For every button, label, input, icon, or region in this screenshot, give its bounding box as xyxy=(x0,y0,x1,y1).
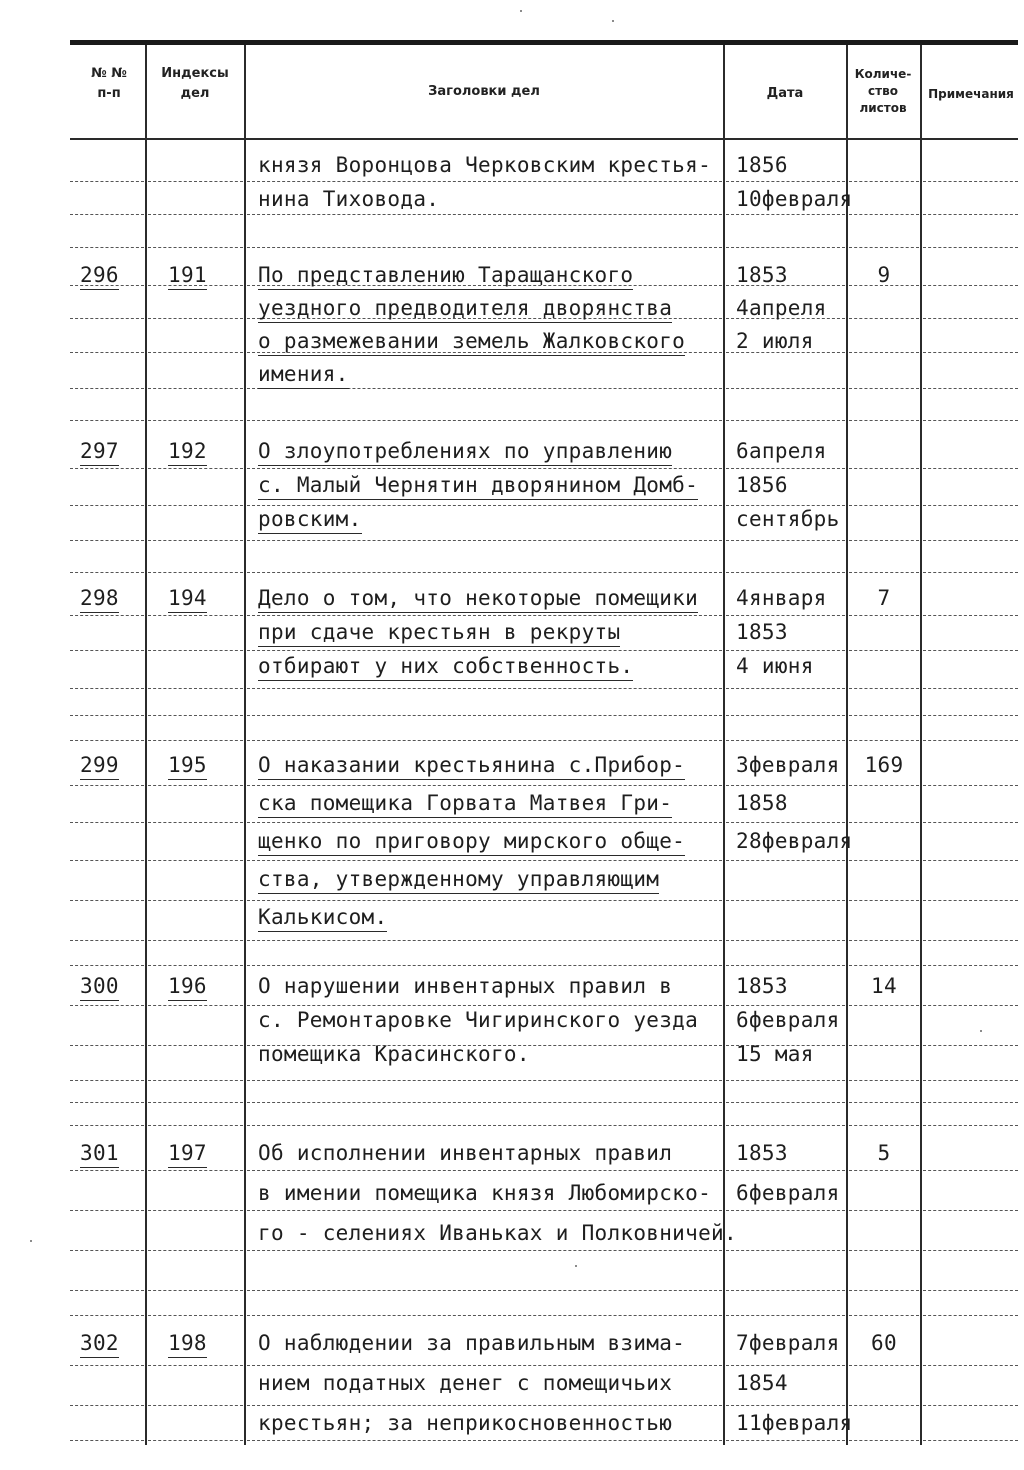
entry-number: 300 xyxy=(80,973,119,1001)
entry-date: 7февраля xyxy=(736,1331,840,1355)
entry-index: 196 xyxy=(168,973,207,1001)
row-rule xyxy=(849,388,919,389)
row-rule xyxy=(247,860,722,861)
row-rule xyxy=(70,715,144,716)
column-divider xyxy=(244,45,246,1445)
entry-date: 1853 xyxy=(736,1141,788,1165)
row-rule xyxy=(148,715,243,716)
row-rule xyxy=(923,1102,1018,1103)
row-rule xyxy=(849,181,919,182)
row-rule xyxy=(247,740,722,741)
scan-speck xyxy=(30,1240,32,1242)
entry-index: 198 xyxy=(168,1330,207,1358)
row-rule xyxy=(849,822,919,823)
row-rule xyxy=(148,214,243,215)
entry-title-line: нием податных денег с помещичьих xyxy=(258,1371,673,1395)
row-rule xyxy=(923,715,1018,716)
row-rule xyxy=(148,940,243,941)
row-rule xyxy=(148,688,243,689)
entry-date: 4апреля xyxy=(736,296,827,320)
row-rule xyxy=(148,1102,243,1103)
entry-date: 4января xyxy=(736,586,827,610)
row-rule xyxy=(247,965,722,966)
entry-sheet-count: 169 xyxy=(864,753,904,777)
row-rule xyxy=(247,615,722,616)
row-rule xyxy=(726,1365,845,1366)
row-rule xyxy=(726,1102,845,1103)
row-rule xyxy=(148,181,243,182)
row-rule xyxy=(247,1125,722,1126)
entry-title-line: отбирают у них собственность. xyxy=(258,653,633,681)
row-rule xyxy=(247,900,722,901)
row-rule xyxy=(849,860,919,861)
row-rule xyxy=(247,1170,722,1171)
row-rule xyxy=(923,1290,1018,1291)
row-rule xyxy=(70,318,144,319)
row-rule xyxy=(148,505,243,506)
entry-date: 6февраля xyxy=(736,1181,840,1205)
row-rule xyxy=(726,860,845,861)
row-rule xyxy=(148,1125,243,1126)
row-rule xyxy=(726,688,845,689)
row-rule xyxy=(247,181,722,182)
entry-title-line: о размежевании земель Жалковского xyxy=(258,328,685,356)
row-rule xyxy=(70,1250,144,1251)
entry-index: 197 xyxy=(168,1140,207,1168)
row-rule xyxy=(70,1080,144,1081)
row-rule xyxy=(70,1365,144,1366)
row-rule xyxy=(849,540,919,541)
row-rule xyxy=(849,572,919,573)
row-rule xyxy=(923,181,1018,182)
row-rule xyxy=(247,420,722,421)
row-rule xyxy=(849,1290,919,1291)
row-rule xyxy=(849,615,919,616)
row-rule xyxy=(70,688,144,689)
row-rule xyxy=(923,940,1018,941)
row-rule xyxy=(923,1045,1018,1046)
row-rule xyxy=(923,615,1018,616)
scan-speck xyxy=(980,1030,982,1032)
entry-index: 191 xyxy=(168,262,207,290)
entry-date: 4 июня xyxy=(736,654,814,678)
header-rule xyxy=(70,138,1018,140)
entry-number: 296 xyxy=(80,262,119,290)
entry-index: 194 xyxy=(168,585,207,613)
row-rule xyxy=(70,1440,144,1441)
row-rule xyxy=(148,740,243,741)
row-rule xyxy=(726,900,845,901)
row-rule xyxy=(923,688,1018,689)
row-rule xyxy=(923,285,1018,286)
entry-date: 1854 xyxy=(736,1371,788,1395)
row-rule xyxy=(726,822,845,823)
entry-date: 28февраля xyxy=(736,829,853,853)
row-rule xyxy=(923,1005,1018,1006)
row-rule xyxy=(726,572,845,573)
row-rule xyxy=(148,822,243,823)
row-rule xyxy=(70,505,144,506)
entry-title-line: с. Ремонтаровке Чигиринского уезда xyxy=(258,1008,699,1032)
entry-title-line: О нарушении инвентарных правил в xyxy=(258,974,673,998)
row-rule xyxy=(726,1440,845,1441)
row-rule xyxy=(70,1405,144,1406)
row-rule xyxy=(70,352,144,353)
entry-title-line: го - селениях Иванькаx и Полковничей. xyxy=(258,1221,737,1245)
entry-title-line: имения. xyxy=(258,361,349,389)
entry-title-line: ства, утвержденному управляющим xyxy=(258,866,659,894)
entry-sheet-count: 60 xyxy=(871,1331,897,1355)
entry-title-line: нина Тиховода. xyxy=(258,187,440,211)
row-rule xyxy=(849,965,919,966)
row-rule xyxy=(726,965,845,966)
row-rule xyxy=(923,540,1018,541)
row-rule xyxy=(247,1250,722,1251)
entry-title-line: в имении помещика князя Любомирско- xyxy=(258,1181,712,1205)
row-rule xyxy=(247,1365,722,1366)
row-rule xyxy=(849,318,919,319)
row-rule xyxy=(148,1290,243,1291)
entry-date: 6апреля xyxy=(736,439,827,463)
row-rule xyxy=(70,1170,144,1171)
row-rule xyxy=(726,420,845,421)
row-rule xyxy=(849,740,919,741)
row-rule xyxy=(148,318,243,319)
row-rule xyxy=(726,1315,845,1316)
row-rule xyxy=(849,1125,919,1126)
row-rule xyxy=(923,352,1018,353)
entry-sheet-count: 14 xyxy=(871,974,897,998)
row-rule xyxy=(849,715,919,716)
row-rule xyxy=(70,468,144,469)
row-rule xyxy=(247,468,722,469)
entry-date: 1856 xyxy=(736,473,788,497)
top-rule xyxy=(70,40,1018,45)
row-rule xyxy=(247,247,722,248)
row-rule xyxy=(923,214,1018,215)
row-rule xyxy=(849,1210,919,1211)
row-rule xyxy=(247,940,722,941)
row-rule xyxy=(923,965,1018,966)
entry-title-line: князя Воронцова Черковским крестья- xyxy=(258,153,712,177)
row-rule xyxy=(247,214,722,215)
row-rule xyxy=(148,540,243,541)
row-rule xyxy=(923,1210,1018,1211)
row-rule xyxy=(70,181,144,182)
row-rule xyxy=(923,650,1018,651)
row-rule xyxy=(148,900,243,901)
row-rule xyxy=(726,740,845,741)
row-rule xyxy=(849,1005,919,1006)
row-rule xyxy=(923,740,1018,741)
row-rule xyxy=(70,940,144,941)
entry-title-line: с. Малый Чернятин дворянином Домб- xyxy=(258,472,698,500)
row-rule xyxy=(148,1250,243,1251)
row-rule xyxy=(849,352,919,353)
row-rule xyxy=(247,715,722,716)
row-rule xyxy=(923,318,1018,319)
entry-date: 2 июля xyxy=(736,329,814,353)
row-rule xyxy=(148,1210,243,1211)
entry-date: 1853 xyxy=(736,620,788,644)
row-rule xyxy=(849,1315,919,1316)
row-rule xyxy=(923,900,1018,901)
row-rule xyxy=(923,420,1018,421)
entry-title-line: уездного предводителя дворянства xyxy=(258,295,672,323)
entry-title-line: ровским. xyxy=(258,506,362,534)
header-title: Заголовки дел xyxy=(428,84,540,99)
row-rule xyxy=(849,247,919,248)
scan-speck xyxy=(612,20,614,22)
header-sheet-count: Количе- ство листов xyxy=(854,67,912,115)
row-rule xyxy=(70,1210,144,1211)
entry-title-line: О злоупотреблениях по управлению xyxy=(258,438,672,466)
header-date: Дата xyxy=(766,86,804,101)
row-rule xyxy=(726,1405,845,1406)
row-rule xyxy=(849,940,919,941)
row-rule xyxy=(923,785,1018,786)
row-rule xyxy=(148,1365,243,1366)
entry-date: 15 мая xyxy=(736,1042,814,1066)
row-rule xyxy=(923,1365,1018,1366)
row-rule xyxy=(70,1315,144,1316)
entry-title-line: ска помещика Горвата Матвея Гри- xyxy=(258,790,672,818)
entry-date: 1856 xyxy=(736,153,788,177)
row-rule xyxy=(247,1405,722,1406)
row-rule xyxy=(70,822,144,823)
row-rule xyxy=(726,1250,845,1251)
row-rule xyxy=(148,468,243,469)
row-rule xyxy=(247,1005,722,1006)
row-rule xyxy=(247,1440,722,1441)
entry-number: 297 xyxy=(80,438,119,466)
entry-title-line: Об исполнении инвентарных правил xyxy=(258,1141,673,1165)
row-rule xyxy=(70,860,144,861)
row-rule xyxy=(849,900,919,901)
row-rule xyxy=(70,1005,144,1006)
row-rule xyxy=(849,650,919,651)
row-rule xyxy=(148,650,243,651)
row-rule xyxy=(923,388,1018,389)
row-rule xyxy=(148,965,243,966)
entry-title-line: крестьян; за неприкосновенностью xyxy=(258,1411,673,1435)
row-rule xyxy=(148,1315,243,1316)
row-rule xyxy=(70,900,144,901)
row-rule xyxy=(247,1290,722,1291)
row-rule xyxy=(849,214,919,215)
row-rule xyxy=(247,1080,722,1081)
row-rule xyxy=(70,785,144,786)
row-rule xyxy=(70,740,144,741)
entry-index: 195 xyxy=(168,752,207,780)
row-rule xyxy=(849,1365,919,1366)
row-rule xyxy=(923,1170,1018,1171)
row-rule xyxy=(70,572,144,573)
header-index: Индексы дел xyxy=(161,66,229,101)
row-rule xyxy=(849,1440,919,1441)
entry-title-line: Калькисом. xyxy=(258,904,387,932)
row-rule xyxy=(148,860,243,861)
entry-date: 1853 xyxy=(736,263,788,287)
row-rule xyxy=(726,1210,845,1211)
row-rule xyxy=(726,1005,845,1006)
row-rule xyxy=(726,1080,845,1081)
row-rule xyxy=(70,650,144,651)
row-rule xyxy=(70,965,144,966)
row-rule xyxy=(70,388,144,389)
entry-title-line: щенко по приговору мирского обще- xyxy=(258,828,685,856)
row-rule xyxy=(923,1315,1018,1316)
row-rule xyxy=(247,822,722,823)
row-rule xyxy=(247,1315,722,1316)
entry-title-line: помещика Красинского. xyxy=(258,1042,530,1066)
row-rule xyxy=(923,247,1018,248)
row-rule xyxy=(70,1045,144,1046)
column-divider xyxy=(846,45,848,1445)
entry-date: 1853 xyxy=(736,974,788,998)
row-rule xyxy=(726,650,845,651)
row-rule xyxy=(923,1440,1018,1441)
row-rule xyxy=(849,468,919,469)
entry-number: 302 xyxy=(80,1330,119,1358)
row-rule xyxy=(849,785,919,786)
entry-title-line: при сдаче крестьян в рекруты xyxy=(258,619,620,647)
entry-date: 3февраля xyxy=(736,753,840,777)
entry-date: 6февраля xyxy=(736,1008,840,1032)
row-rule xyxy=(923,860,1018,861)
row-rule xyxy=(247,785,722,786)
entry-title-line: О наказании крестьянина с.Прибор- xyxy=(258,752,685,780)
entry-date: сентябрь xyxy=(736,507,840,531)
row-rule xyxy=(70,540,144,541)
row-rule xyxy=(849,1170,919,1171)
row-rule xyxy=(247,540,722,541)
row-rule xyxy=(849,1045,919,1046)
row-rule xyxy=(148,1080,243,1081)
entry-index: 192 xyxy=(168,438,207,466)
row-rule xyxy=(849,1102,919,1103)
entry-title-line: Дело о том, что некоторые помещики xyxy=(258,585,698,613)
header-num: № № п-п xyxy=(91,66,127,101)
row-rule xyxy=(148,420,243,421)
row-rule xyxy=(726,468,845,469)
row-rule xyxy=(70,615,144,616)
row-rule xyxy=(726,1170,845,1171)
row-rule xyxy=(726,181,845,182)
row-rule xyxy=(70,1125,144,1126)
row-rule xyxy=(923,572,1018,573)
entry-sheet-count: 7 xyxy=(877,586,891,610)
row-rule xyxy=(148,1005,243,1006)
row-rule xyxy=(148,1170,243,1171)
column-divider xyxy=(920,45,922,1445)
row-rule xyxy=(726,540,845,541)
row-rule xyxy=(849,1250,919,1251)
entry-date: 10февраля xyxy=(736,187,853,211)
row-rule xyxy=(923,1250,1018,1251)
row-rule xyxy=(148,572,243,573)
row-rule xyxy=(923,1405,1018,1406)
row-rule xyxy=(923,468,1018,469)
header-notes: Примечания xyxy=(928,87,1014,101)
row-rule xyxy=(849,1080,919,1081)
row-rule xyxy=(849,420,919,421)
row-rule xyxy=(726,940,845,941)
row-rule xyxy=(70,1102,144,1103)
row-rule xyxy=(726,214,845,215)
row-rule xyxy=(247,572,722,573)
entry-number: 298 xyxy=(80,585,119,613)
row-rule xyxy=(148,352,243,353)
entry-date: 1858 xyxy=(736,791,788,815)
row-rule xyxy=(247,688,722,689)
scan-speck xyxy=(575,1265,577,1267)
row-rule xyxy=(247,1102,722,1103)
row-rule xyxy=(726,388,845,389)
entry-sheet-count: 9 xyxy=(877,263,891,287)
row-rule xyxy=(726,1125,845,1126)
row-rule xyxy=(726,615,845,616)
row-rule xyxy=(726,247,845,248)
row-rule xyxy=(923,1125,1018,1126)
row-rule xyxy=(148,1045,243,1046)
row-rule xyxy=(247,1210,722,1211)
row-rule xyxy=(849,688,919,689)
row-rule xyxy=(726,785,845,786)
entry-date: 11февраля xyxy=(736,1411,853,1435)
entry-title-line: О наблюдении за правильным взима- xyxy=(258,1331,686,1355)
row-rule xyxy=(923,505,1018,506)
row-rule xyxy=(70,214,144,215)
row-rule xyxy=(148,388,243,389)
row-rule xyxy=(148,1440,243,1441)
row-rule xyxy=(148,785,243,786)
row-rule xyxy=(148,615,243,616)
entry-sheet-count: 5 xyxy=(877,1141,891,1165)
row-rule xyxy=(923,822,1018,823)
row-rule xyxy=(849,505,919,506)
row-rule xyxy=(726,1290,845,1291)
row-rule xyxy=(726,715,845,716)
row-rule xyxy=(849,1405,919,1406)
row-rule xyxy=(70,420,144,421)
scan-speck xyxy=(520,10,522,12)
entry-number: 301 xyxy=(80,1140,119,1168)
row-rule xyxy=(247,650,722,651)
row-rule xyxy=(70,247,144,248)
row-rule xyxy=(70,1290,144,1291)
entry-number: 299 xyxy=(80,752,119,780)
row-rule xyxy=(148,247,243,248)
column-divider xyxy=(145,45,147,1445)
row-rule xyxy=(148,1405,243,1406)
row-rule xyxy=(923,1080,1018,1081)
entry-title-line: По представлению Таращанского xyxy=(258,262,633,290)
